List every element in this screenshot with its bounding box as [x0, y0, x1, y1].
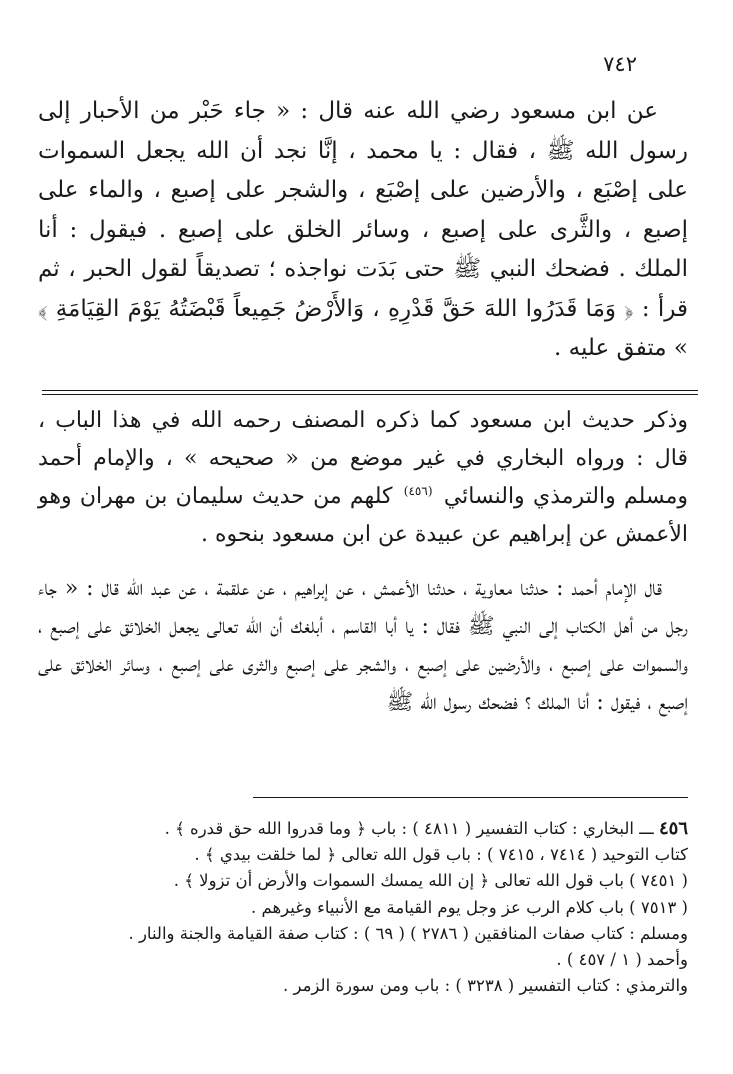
footnote-reference: (٤٥٦) — [403, 483, 433, 498]
footnote-text: البخاري : كتاب التفسير ( ٤٨١١ ) : باب ﴿ وما قدروا الله حق قدره ﴾ . — [164, 819, 634, 838]
footnote-line — [38, 816, 688, 842]
commentary-block — [38, 402, 688, 722]
commentary-paragraph-2: قال الإمام أحمد : حدثنا معاوية ، حدثنا الأعمش ، عن إبراهيم ، عن علقمة ، عن عبد الله قال : « جاء رجل من أهل الكتاب إلى النبي ﷺ فقال : يا أبا القاسم ، أبلغك أن الله تعالى يجعل الخلائق على إصبع ، والسموات على إصبع ، والأرضين على إصبع ، والشجر على إصبع والثرى على إصبع ، وسائر الخلائق على إصبع ، فيقول : أنا الملك ؟ فضحك رسول الله ﷺ — [38, 576, 688, 715]
page-number: ٧٤٢ — [603, 52, 637, 76]
commentary-text-after-ref: كلهم من حديث سليمان بن مهران وهو الأعمش عن إبراهيم عن عبيدة عن ابن مسعود بنحوه . — [38, 484, 688, 547]
footnote-dash: ـــ — [633, 819, 659, 838]
hadith-block — [38, 92, 688, 369]
footnote-line: وأحمد ( ١ / ٤٥٧ ) . — [556, 950, 688, 970]
commentary-text-before-ref: وذكر حديث ابن مسعود كما ذكره المصنف رحمه الله في هذا الباب ، قال : ورواه البخاري في غير موضع من « صحيحه » ، والإمام أحمد ومسلم والترمذي والنسائي — [38, 408, 689, 509]
footnote-line: والترمذي : كتاب التفسير ( ٣٢٣٨ ) : باب ومن سورة الزمر . — [283, 976, 688, 996]
footnotes-block — [38, 816, 688, 999]
footnote-line: ( ٧٥١٣ ) باب كلام الرب عز وجل يوم القيامة مع الأنبياء وغيرهم . — [251, 897, 688, 917]
section-divider — [42, 390, 698, 395]
footnote-line: ومسلم : كتاب صفات المنافقين ( ٢٧٨٦ ) ( ٦٩ ) : كتاب صفة القيامة والجنة والنار . — [128, 923, 688, 943]
commentary-paragraph-1 — [38, 402, 688, 554]
footnote-divider — [253, 797, 688, 798]
hadith-text: عن ابن مسعود رضي الله عنه قال : « جاء حَبْر من الأحبار إلى رسول الله ﷺ ، فقال : يا محمد ، إنَّا نجد أن الله يجعل السموات على إصْبَع ، والأرضين على إصْبَع ، والشجر على إصبع ، والماء على إصبع ، والثَّرى على إصبع ، وسائر الخلق على إصبع . فيقول : أنا الملك . فضحك النبي ﷺ حتى بَدَت نواجذه ؛ تصديقاً لقول الحبر ، ثم قرأ : ﴿ وَمَا قَدَرُوا اللهَ حَقَّ قَدْرِهِ ، وَالأَرْضُ جَمِيعاً قَبْضَتُهُ يَوْمَ القِيَامَةِ ﴾ » متفق عليه . — [38, 98, 688, 361]
footnote-number: ٤٥٦ — [658, 818, 688, 839]
footnote-line: ( ٧٤٥١ ) باب قول الله تعالى ﴿ إن الله يمسك السموات والأرض أن تزولا ﴾ . — [173, 871, 688, 891]
footnote-line: كتاب التوحيد ( ٧٤١٤ ، ٧٤١٥ ) : باب قول الله تعالى ﴿ لما خلقت بيدي ﴾ . — [194, 845, 688, 865]
